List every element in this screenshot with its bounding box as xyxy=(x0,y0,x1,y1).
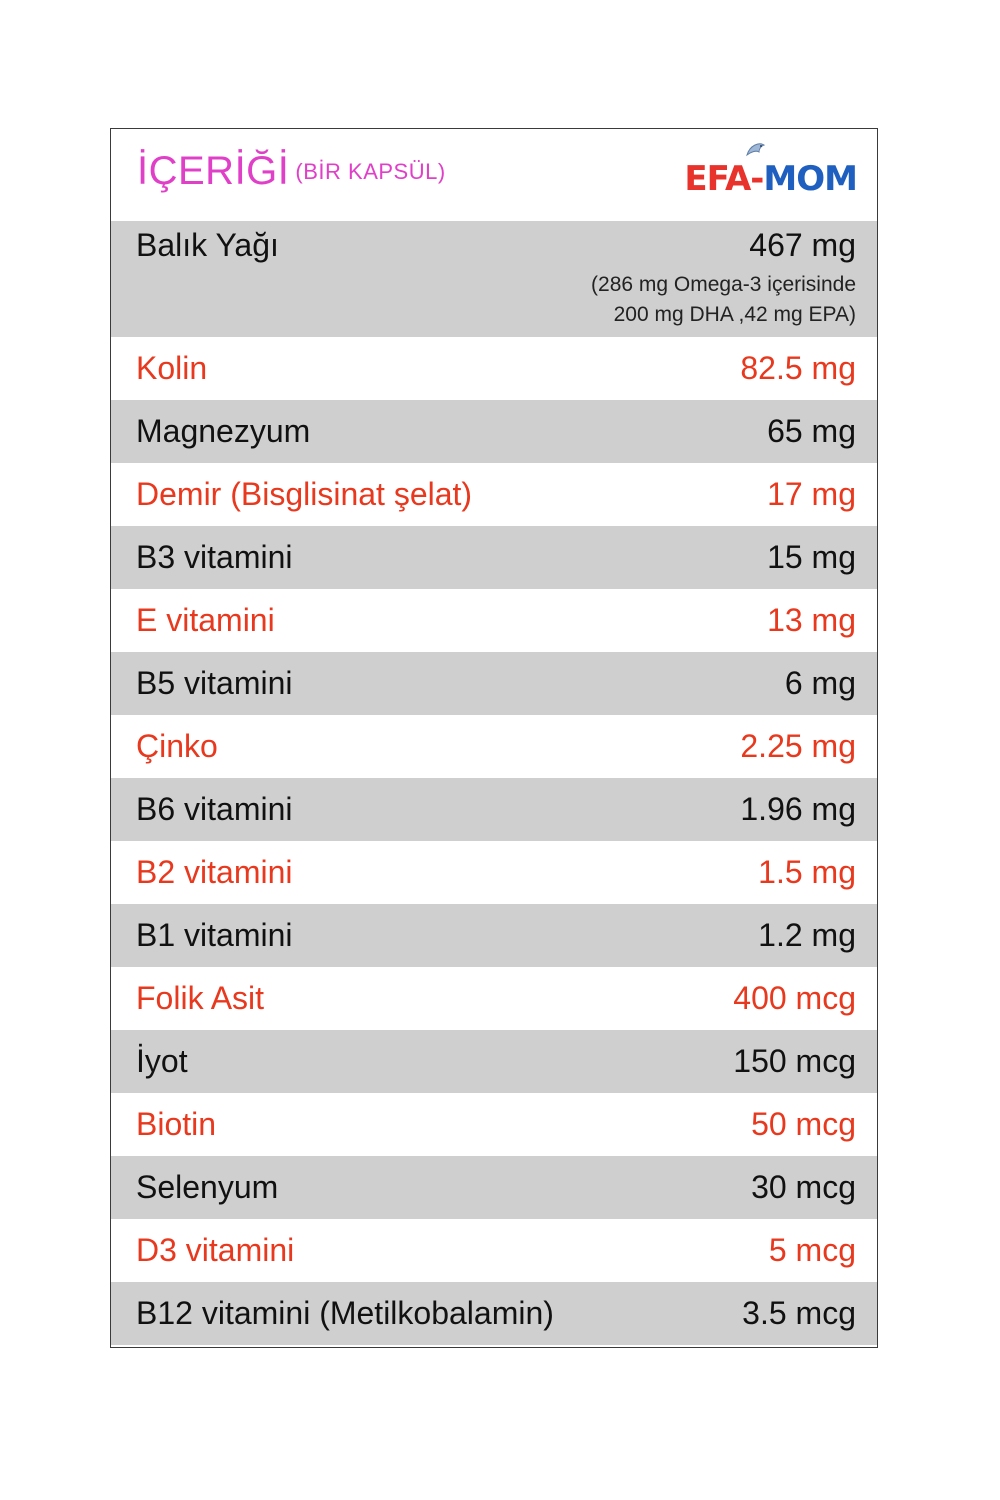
ingredient-name: Magnezyum xyxy=(136,413,311,449)
ingredient-amount: 1.5 mg xyxy=(758,854,856,890)
title-subtitle: (BİR KAPSÜL) xyxy=(295,159,446,184)
ingredient-amount: 1.96 mg xyxy=(740,791,856,827)
brand-logo xyxy=(684,159,857,199)
table-row xyxy=(111,463,877,526)
card-header xyxy=(111,129,877,221)
table-row xyxy=(111,589,877,652)
ingredient-amount: 467 mg xyxy=(749,227,856,263)
title-text: İÇERİĞİ xyxy=(137,149,290,193)
table-row xyxy=(111,778,877,841)
ingredient-name: Balık Yağı xyxy=(136,227,279,263)
table-row xyxy=(111,1093,877,1156)
ingredient-name: B3 vitamini xyxy=(136,539,293,575)
ingredient-name: B2 vitamini xyxy=(136,854,293,890)
ingredient-name: Biotin xyxy=(136,1106,217,1142)
fish-icon xyxy=(744,139,768,161)
ingredient-name: Folik Asit xyxy=(136,980,265,1016)
ingredient-note-line: (286 mg Omega-3 içerisinde xyxy=(591,273,856,296)
ingredient-amount: 150 mcg xyxy=(733,1043,856,1079)
ingredient-amount: 5 mcg xyxy=(768,1232,856,1268)
ingredient-amount: 65 mg xyxy=(767,413,856,449)
ingredient-name: E vitamini xyxy=(136,602,275,638)
table-row xyxy=(111,652,877,715)
logo-efa: EFA xyxy=(684,159,751,199)
ingredient-note xyxy=(591,270,856,330)
table-row xyxy=(111,1282,877,1345)
ingredient-name: B1 vitamini xyxy=(136,917,293,953)
ingredient-name: Çinko xyxy=(136,728,218,764)
ingredient-name: B5 vitamini xyxy=(136,665,293,701)
table-row xyxy=(111,1030,877,1093)
table-row xyxy=(111,1156,877,1219)
ingredient-name: Demir (Bisglisinat şelat) xyxy=(136,476,473,512)
ingredient-amount: 1.2 mg xyxy=(758,917,856,953)
table-row xyxy=(111,526,877,589)
ingredient-amount: 30 mcg xyxy=(751,1169,856,1205)
page-title xyxy=(137,149,446,194)
ingredient-amount: 50 mcg xyxy=(751,1106,856,1142)
table-row xyxy=(111,337,877,400)
ingredient-name: B12 vitamini (Metilkobalamin) xyxy=(136,1295,554,1331)
ingredients-table xyxy=(111,221,877,1345)
table-row xyxy=(111,841,877,904)
ingredient-amount: 17 mg xyxy=(767,476,856,512)
table-row xyxy=(111,400,877,463)
logo-dash: - xyxy=(750,159,764,199)
logo-mom: MOM xyxy=(763,159,857,199)
table-row xyxy=(111,221,877,337)
ingredients-card xyxy=(110,128,878,1348)
ingredient-amount: 15 mg xyxy=(767,539,856,575)
ingredient-name: D3 vitamini xyxy=(136,1232,295,1268)
table-row xyxy=(111,715,877,778)
table-row xyxy=(111,967,877,1030)
ingredient-name: B6 vitamini xyxy=(136,791,293,827)
ingredient-amount: 82.5 mg xyxy=(740,350,856,386)
ingredient-amount: 13 mg xyxy=(767,602,856,638)
ingredient-name: İyot xyxy=(136,1043,188,1079)
ingredient-name: Kolin xyxy=(136,350,208,386)
ingredient-amount: 6 mg xyxy=(784,665,856,701)
ingredient-amount: 400 mcg xyxy=(733,980,856,1016)
ingredient-amount: 2.25 mg xyxy=(740,728,856,764)
ingredient-amount-block xyxy=(591,227,856,330)
table-row xyxy=(111,1219,877,1282)
ingredient-note-line: 200 mg DHA ,42 mg EPA) xyxy=(613,303,856,326)
ingredient-name: Selenyum xyxy=(136,1169,279,1205)
ingredient-amount: 3.5 mcg xyxy=(742,1295,856,1331)
table-row xyxy=(111,904,877,967)
